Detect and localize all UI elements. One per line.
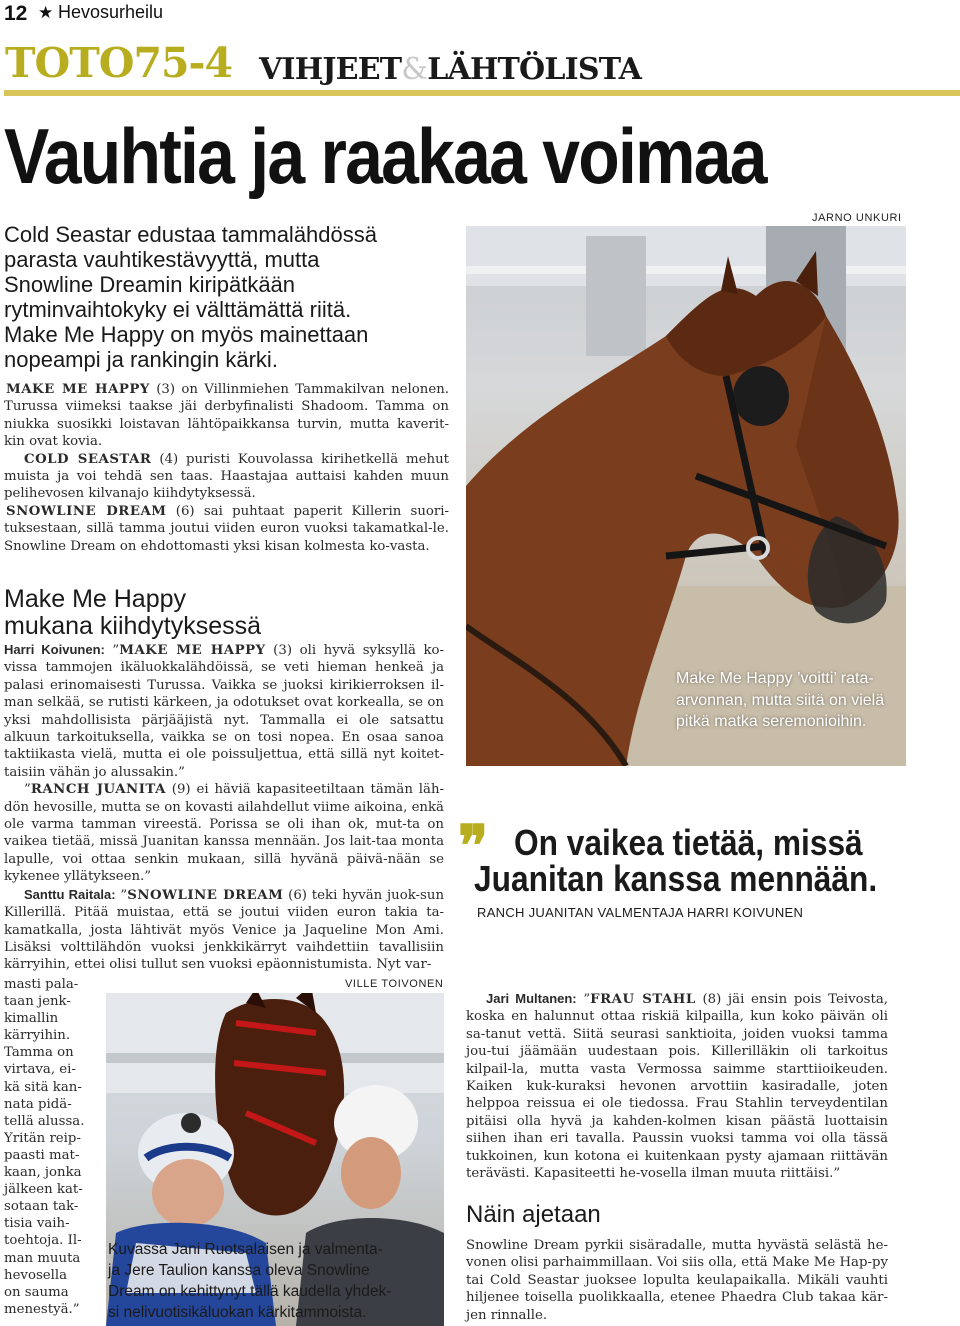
narrow-line: jälkeen kat- <box>4 1182 83 1198</box>
article-paragraph: Santtu Raitala: ”SNOWLINE DREAM (6) teki hyvän juok-sun Killerillä. Pitää muistaa, että se joutui viiden euron takia ta-kamatkalla, josta lähtivät myös Venice ja Jaqueline Mon Ami. Lisäksi volttilähdön vuoksi jenkkikärryt vaihdettiin tavallisiin kärryihin, ettei olisi tullut sen vuoksi epäonnistumista. Nyt var- <box>4 886 445 973</box>
horse-photo <box>466 226 906 766</box>
narrow-line: toehtoja. Il- <box>4 1233 82 1249</box>
narrow-line: menestyä.” <box>4 1301 80 1317</box>
narrow-line: man muuta <box>4 1250 81 1266</box>
lead-line: rytminvaihtokyky ei välttämättä riitä. <box>4 297 352 322</box>
speaker-name: Harri Koivunen: <box>4 642 105 657</box>
lead-line: Make Me Happy on myös mainettaan <box>4 322 369 347</box>
intro-text: (3) on Villinmiehen Tammakilvan nelonen. Turussa viimeksi taakse jäi derbyfinalisti Shadoom. Tamma on niukka suosikki loistavan lähtöpaikkansa turvin, mutta kaverit-kin ovat kovia. <box>4 382 449 450</box>
narrow-line: paasti mat- <box>4 1147 80 1163</box>
caption-line: Dream on kehittynyt tällä kaudella yhdek- <box>108 1283 392 1300</box>
kicker-vihjeet: VIHJEET <box>259 52 402 87</box>
narrow-line: Tamma on <box>4 1045 74 1061</box>
subhead-line: mukana kiihdytyksessä <box>4 612 262 640</box>
kicker-amp: & <box>401 52 428 87</box>
article-text: (3) oli hyvä syksyllä ko-vissa tammojen ikäluokkalähdöissä, se veti hieman henkeä ja palasi erinomaisesti Turussa. Vaikka se juoksi kirikierroksen il-man selkää, se rutisti kärkeen, ja odotukset ovat korkealla, se on yksi mahdollisista pärjääjistä nyt. Tammalla ei ole satsattu alkuun tarkoituksella, vaikka se on tosi nopea. En osaa sanoa taktiikasta vielä, mutta ei ole poissuljettua, että sillä nyt koitet-taisiin vähän jo alussakin.” <box>4 643 445 780</box>
narrow-line: kimallin <box>4 1011 59 1027</box>
pullquote-attribution: RANCH JUANITAN VALMENTAJA HARRI KOIVUNEN <box>477 905 804 920</box>
narrow-line: masti pala- <box>4 977 79 992</box>
intro-paragraph <box>4 381 449 451</box>
caption-line: Kuvassa Jani Ruotsalaisen ja valmenta- <box>108 1241 383 1258</box>
narrow-column <box>4 976 94 1318</box>
article-paragraph: Harri Koivunen: ”MAKE ME HAPPY (3) oli hyvä syksyllä ko-vissa tammojen ikäluokkalähdöissä, se veti hieman henkeä ja palasi erinomaisesti Turussa. Vaikka se juoksi kirikierroksen il-man selkää, se rutisti kärkeen, ja odotukset ovat korkealla, se on yksi mahdollisista pärjääjistä nyt. Tammalla ei ole satsattu alkuun tarkoituksella, vaikka se on tosi nopea. En osaa sanoa taktiikasta vielä, mutta ei ole poissuljettua, että sillä nyt koitet-taisiin vähän jo alussakin.” <box>4 642 445 780</box>
horse-name: MAKE ME HAPPY <box>119 643 266 658</box>
narrow-line: taan jenk- <box>4 994 71 1010</box>
photo-caption <box>106 1239 444 1323</box>
article-text: (8) jäi ensin pois Teivosta, koska en halunnut ottaa riskiä kilpailla, kun koko päivän oli sa-tanut vettä. Siitä seurasi sanktioita, joiden vuoksi tamma jou-tui jäämään uudestaan pois. Killerilläkin oli tarkoitus kilpail-la, mutta vasta Vermossa saimme starttiioikeuden. Kaiken kuk-kuraksi hevonen arvottiin kasiradalle, joten helppoa reissua ei ole tiedossa. Frau Stahlin terveydentilan pitäisi olla hyvä ja kahden-kolmen kisan päästä luottaisin siihen ihan eri tavalla. Paussin vuoksi tamma voi olla tässä tukkoinen, kun kotona ei kuitenkaan pysty ajamaan riittävän terävästi. Kapasiteetti he-vosella ilman muuta riittäisi.” <box>466 992 888 1182</box>
caption-line: si nelivuotisikäluokan kärkitammoista. <box>108 1304 367 1321</box>
speaker-name: Santtu Raitala: <box>24 886 116 902</box>
intro-text: (6) sai puhtaat paperit Killerin suori-tuksestaan, sillä tamma joutui viiden euron vuoksi takamatkal-le. Snowline Dream on ehdottomasti yksi kisan kolmesta ko-vasta. <box>4 503 449 554</box>
horse-name: SNOWLINE DREAM <box>127 887 284 903</box>
section-label: Hevosurheilu <box>58 2 164 22</box>
intro-paragraph <box>4 503 449 555</box>
drivers-photo <box>106 993 444 1326</box>
article-text: (6) teki hyvän juok-sun Killerillä. Pitää muistaa, että se joutui viiden euron takia ta-kamatkalla, josta lähtivät myös Venice ja Jaqueline Mon Ami. Lisäksi volttilähdön vuoksi jenkkikärryt vaihdettiin tavallisiin kärryihin, ettei olisi tullut sen vuoksi epäonnistumista. Nyt var- <box>4 887 445 973</box>
final-paragraph: Snowline Dream pyrkii sisäradalle, mutta hyvästä selästä he-vonen olisi parhaimmillaan. Voi siis olla, että Make Me Hap-py tai Cold Seastar juoksee lopulta keulapaikalla. Mikäli vauhti hiljenee toisella puolikkaalla, etenee Phaedra Club takaa kär-jen rinnalle. <box>466 1238 888 1323</box>
kicker <box>259 54 641 86</box>
narrow-line: tisia vaih- <box>4 1216 70 1232</box>
horse-name: SNOWLINE DREAM <box>6 503 167 519</box>
article-column <box>4 641 444 974</box>
subhead-line: Make Me Happy <box>4 585 187 613</box>
subhead: Näin ajetaan <box>466 1201 601 1228</box>
article-paragraph: ”RANCH JUANITA (9) ei häviä kapasiteetiltaan tämän läh-dön hevosille, mutta se on kovasti ailahdellut viime aikoina, enkä ole varma tamman vireestä. Porissa se oli ihan ok, mut-ta on vaikea tietää, missä Juanitan kanssa mennään. Jos lait-taa monta lapulle, voi ottaa senkin mukaan, sillä hyvänä päivä-nään se kykenee yllätykseen.” <box>4 782 444 885</box>
caption-line: ja Jere Taulion kanssa oleva Snowline <box>108 1262 370 1279</box>
toto-label: TOTO75-4 <box>5 39 233 87</box>
narrow-line: Yritän reip- <box>4 1130 81 1146</box>
narrow-line: hevosella <box>4 1267 68 1283</box>
horse-name: COLD SEASTAR <box>24 451 152 467</box>
pullquote-line: On vaikea tietää, missä <box>514 822 863 863</box>
narrow-line: sotaan tak- <box>4 1199 79 1215</box>
article-text: (9) ei häviä kapasiteetiltaan tämän läh-dön hevosille, mutta se on kovasti ailahdellut viime aikoina, enkä ole varma tamman vireestä. Porissa se oli ihan ok, mut-ta on vaikea tietää, missä Juanitan kanssa mennään. Jos lait-taa monta lapulle, voi ottaa senkin mukaan, sillä hyvänä päivä-nään se kykenee yllätykseen.” <box>4 782 444 885</box>
subhead <box>4 586 261 640</box>
lead-line: parasta vauhtikestävyyttä, mutta <box>4 247 320 272</box>
intro-column <box>4 381 449 555</box>
narrow-line: nata pidä- <box>4 1096 72 1112</box>
horse-name: FRAU STAHL <box>590 992 696 1007</box>
headline: Vauhtia ja raakaa voimaa <box>4 112 766 200</box>
narrow-line: tellä alussa. <box>4 1113 85 1129</box>
narrow-line: virtava, ei- <box>4 1062 76 1078</box>
narrow-line: kä sitä kan- <box>4 1079 82 1095</box>
narrow-line: kärryihin. <box>4 1028 71 1044</box>
kicker-lahtolista: LÄHTÖLISTA <box>427 52 642 87</box>
narrow-line: on sauma <box>4 1284 69 1300</box>
right-column <box>466 990 888 1182</box>
intro-text: (4) puristi Kouvolassa kirihetkellä mehut muista ja voi tehdä sen taas. Haastajaa auttaisi kahden muun pelihevosen kilvanajo kiihdytyksessä. <box>4 451 449 502</box>
article-paragraph: Jari Multanen: ”FRAU STAHL (8) jäi ensin pois Teivosta, koska en halunnut ottaa riskiä kilpailla, kun koko päivän oli sa-tanut vettä. Siitä seurasi sanktioita, joiden vuoksi tamma jou-tui jäämään uudestaan pois. Killerilläkin oli tarkoitus kilpail-la, mutta vasta Vermossa saimme starttiioikeuden. Kaiken kuk-kuraksi hevonen arvottiin kasiradalle, joten helppoa reissua ei ole tiedossa. Frau Stahlin terveydentilan pitäisi olla hyvä ja kahden-kolmen kisan päästä luottaisin siihen ihan eri tavalla. Paussin vuoksi tamma voi olla tässä tukkoinen, kun kotona ei kuitenkaan pysty ajamaan riittävän terävästi. Kapasiteetti he-vosella ilman muuta riittäisi.” <box>466 991 888 1182</box>
lead-line: nopeampi ja rankingin kärki. <box>4 347 278 372</box>
speaker-name: Jari Multanen: <box>486 991 577 1006</box>
photo-caption: Make Me Happy ’voitti’ rata-arvonnan, mutta siitä on vielä pitkä matka seremonioihin. <box>676 670 885 730</box>
quote-mark-icon: ❞ <box>458 813 489 879</box>
horse-name: RANCH JUANITA <box>30 782 166 798</box>
lead-line: Cold Seastar edustaa tammalähdössä <box>4 222 377 247</box>
narrow-line: kaan, jonka <box>4 1165 82 1181</box>
header-rule <box>4 90 960 96</box>
lead-text <box>4 222 454 372</box>
page-number: 12 <box>4 2 28 25</box>
horse-name: MAKE ME HAPPY <box>6 382 150 397</box>
pullquote-line: Juanitan kanssa mennään. <box>474 858 878 899</box>
intro-paragraph <box>4 451 449 503</box>
lead-line: Snowline Dreamin kiripätkään <box>4 272 296 297</box>
photo-credit: VILLE TOIVONEN <box>345 978 444 990</box>
photo-credit: JARNO UNKURI <box>812 212 902 224</box>
star-icon: ★ <box>38 3 54 22</box>
